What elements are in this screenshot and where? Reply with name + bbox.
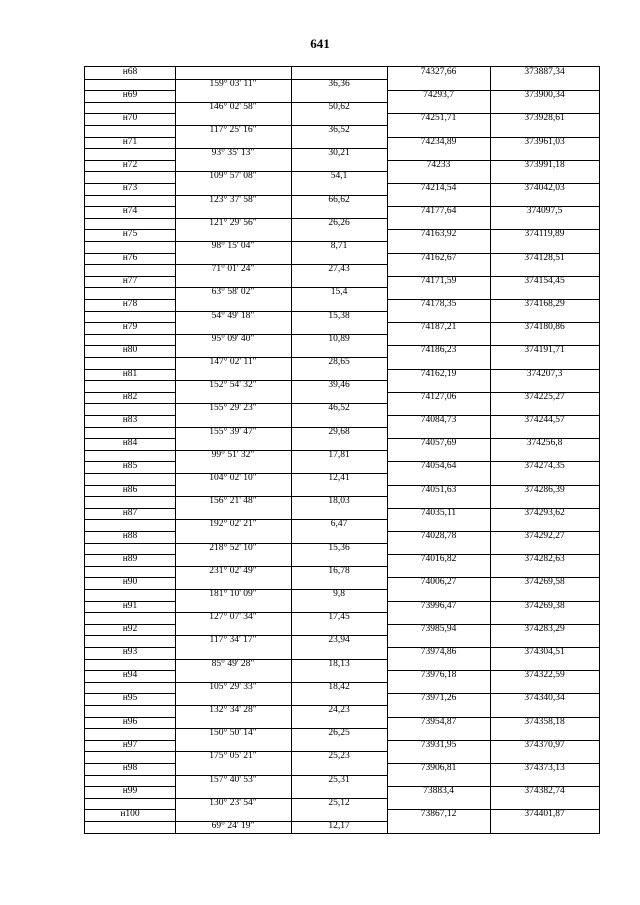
x-coordinate: 74177,64 (420, 206, 457, 217)
row-divider (85, 403, 387, 404)
x-coordinate: 74327,66 (420, 67, 457, 77)
x-coordinate: 74051,63 (420, 484, 457, 495)
y-coordinate: 374207,3 (526, 368, 563, 379)
segment-length: 54,1 (330, 171, 348, 182)
x-coordinate: 73971,26 (420, 693, 457, 704)
segment-length: 46,52 (328, 403, 350, 414)
segment-length: 12,17 (328, 821, 350, 831)
row-divider (85, 496, 387, 497)
x-coordinate: 74035,11 (420, 507, 457, 518)
direction-angle: 63° 58' 02" (211, 287, 255, 298)
row-divider (85, 125, 387, 126)
segment-length: 25,31 (328, 774, 350, 785)
x-coordinate: 74016,82 (420, 554, 457, 565)
direction-angle: 69° 24' 19" (211, 821, 255, 831)
y-coordinate: 373991,18 (524, 159, 565, 170)
row-divider (85, 589, 387, 590)
row-divider (85, 102, 387, 103)
direction-angle: 157° 40' 53" (209, 774, 257, 785)
point-id: н92 (122, 623, 138, 634)
direction-angle: 99° 51' 32" (211, 449, 255, 460)
y-coordinate: 373961,03 (524, 136, 565, 147)
row-divider (85, 728, 387, 729)
point-id: н72 (122, 159, 138, 170)
row-divider (85, 566, 387, 567)
row-divider (85, 775, 387, 776)
x-coordinate: 73906,81 (420, 763, 457, 773)
direction-angle: 117° 34' 17" (209, 635, 257, 646)
segment-length: 15,36 (328, 542, 350, 553)
direction-angle: 175° 05' 21" (209, 751, 257, 762)
y-coordinate: 374154,45 (524, 275, 565, 286)
point-id: н96 (122, 716, 138, 727)
point-id: н100 (120, 809, 140, 820)
direction-angle: 147° 02' 11" (209, 357, 257, 367)
segment-length: 9,8 (333, 589, 345, 599)
row-divider (85, 705, 387, 706)
y-coordinate: 374322,59 (524, 670, 565, 681)
x-coordinate: 73867,12 (420, 809, 457, 820)
point-id: н89 (122, 554, 138, 565)
row-divider (85, 519, 387, 520)
point-id: н76 (122, 252, 138, 263)
x-coordinate: 73976,18 (420, 670, 457, 681)
point-id: н68 (122, 67, 138, 77)
row-divider (85, 798, 387, 799)
segment-length: 15,38 (328, 310, 350, 321)
y-coordinate: 374293,62 (524, 507, 565, 518)
direction-angle: 85° 49' 28" (211, 658, 255, 669)
point-id: н87 (122, 507, 138, 518)
point-id: н88 (122, 531, 138, 541)
y-coordinate: 374269,38 (524, 600, 565, 611)
direction-angle: 159° 03' 11" (209, 78, 257, 89)
direction-angle: 132° 34' 28" (209, 705, 257, 715)
y-coordinate: 374225,27 (524, 391, 565, 402)
point-id: н90 (122, 577, 138, 588)
direction-angle: 130° 23' 54" (209, 797, 257, 808)
point-id: н70 (122, 113, 138, 124)
x-coordinate: 73954,87 (420, 716, 457, 727)
y-coordinate: 374097,5 (526, 206, 563, 217)
direction-angle: 155° 29' 23" (209, 403, 257, 414)
row-divider (85, 659, 387, 660)
x-coordinate: 73985,94 (420, 623, 457, 634)
x-coordinate: 74293,7 (423, 90, 454, 101)
y-coordinate: 374042,03 (524, 183, 565, 193)
y-coordinate: 373887,34 (524, 67, 565, 77)
segment-length: 24,23 (328, 705, 350, 715)
segment-length: 16,78 (328, 565, 350, 576)
point-id: н75 (122, 229, 138, 240)
x-coordinate: 74127,06 (420, 391, 457, 402)
x-coordinate: 73974,86 (420, 647, 457, 657)
x-coordinate: 74162,67 (420, 252, 457, 263)
direction-angle: 98° 15' 04" (211, 241, 255, 251)
x-coordinate: 74057,69 (420, 438, 457, 449)
segment-length: 12,41 (328, 473, 350, 483)
x-coordinate: 74084,73 (420, 415, 457, 425)
row-divider (85, 380, 387, 381)
y-coordinate: 374286,39 (524, 484, 565, 495)
y-coordinate: 374269,58 (524, 577, 565, 588)
direction-angle: 218° 52' 10" (209, 542, 257, 553)
segment-length: 23,94 (328, 635, 350, 646)
direction-angle: 231° 02' 49" (209, 565, 257, 576)
direction-angle: 104° 02' 10" (209, 473, 257, 483)
segment-length: 17,45 (328, 612, 350, 623)
row-divider (85, 543, 387, 544)
segment-length: 27,43 (328, 264, 350, 275)
point-id: н73 (122, 183, 138, 193)
direction-angle: 146° 02' 58" (209, 101, 257, 112)
point-id: н86 (122, 484, 138, 495)
row-divider (85, 334, 387, 335)
point-id: н93 (122, 647, 138, 657)
row-divider (85, 612, 387, 613)
point-id: н80 (122, 345, 138, 356)
y-coordinate: 374274,35 (524, 461, 565, 472)
segment-length: 30,21 (328, 148, 350, 159)
point-id: н98 (122, 763, 138, 773)
x-coordinate: 74251,71 (420, 113, 457, 124)
row-divider (85, 287, 387, 288)
y-coordinate: 374256,8 (526, 438, 563, 449)
x-coordinate: 73931,95 (420, 739, 457, 750)
point-id: н84 (122, 438, 138, 449)
point-id: н81 (122, 368, 138, 379)
segment-length: 18,03 (328, 496, 350, 507)
y-coordinate: 374370,97 (524, 739, 565, 750)
y-coordinate: 373928,61 (524, 113, 565, 124)
x-coordinate: 74054,64 (420, 461, 457, 472)
row-divider (85, 751, 387, 752)
direction-angle: 54° 49' 18" (211, 310, 255, 321)
row-divider (85, 682, 387, 683)
y-coordinate: 374168,29 (524, 299, 565, 309)
point-id: н95 (122, 693, 138, 704)
point-id: н83 (122, 415, 138, 425)
row-divider (85, 195, 387, 196)
y-coordinate: 374304,51 (524, 647, 565, 657)
y-coordinate: 374373,13 (524, 763, 565, 773)
x-coordinate: 73996,47 (420, 600, 457, 611)
x-coordinate: 74006,27 (420, 577, 457, 588)
page-number: 641 (310, 36, 330, 51)
row-divider (85, 241, 387, 242)
point-id: н82 (122, 391, 138, 402)
y-coordinate: 374283,29 (524, 623, 565, 634)
y-coordinate: 374401,87 (524, 809, 565, 820)
direction-angle: 181° 10' 09" (209, 589, 257, 599)
point-id: н91 (122, 600, 138, 611)
x-coordinate: 74178,35 (420, 299, 457, 309)
y-coordinate: 374382,74 (524, 786, 565, 797)
y-coordinate: 374244,57 (524, 415, 565, 425)
point-id: н71 (122, 136, 138, 147)
point-id: н99 (122, 786, 138, 797)
direction-angle: 117° 25' 16" (209, 125, 257, 135)
y-coordinate: 374128,51 (524, 252, 565, 263)
point-id: н74 (122, 206, 138, 217)
direction-angle: 105° 29' 33" (209, 681, 257, 692)
segment-length: 10,89 (328, 333, 350, 344)
direction-angle: 152° 54' 32" (209, 380, 257, 391)
y-coordinate: 374340,34 (524, 693, 565, 704)
x-coordinate: 74171,59 (420, 275, 457, 286)
segment-length: 17,81 (328, 449, 350, 460)
direction-angle: 155° 39' 47" (209, 426, 257, 437)
row-divider (85, 148, 387, 149)
segment-length: 36,52 (328, 125, 350, 135)
direction-angle: 93° 35' 13" (211, 148, 255, 159)
segment-length: 39,46 (328, 380, 350, 391)
segment-length: 18,42 (328, 681, 350, 692)
x-coordinate: 74214,54 (420, 183, 457, 193)
row-divider (85, 821, 387, 822)
direction-angle: 156° 21' 48" (209, 496, 257, 507)
point-id: н85 (122, 461, 138, 472)
point-id: н78 (122, 299, 138, 309)
x-coordinate: 74028,78 (420, 531, 457, 541)
x-coordinate: 74162,19 (420, 368, 457, 379)
x-coordinate: 74234,89 (420, 136, 457, 147)
segment-length: 26,26 (328, 217, 350, 228)
x-coordinate: 73883,4 (423, 786, 454, 797)
x-coordinate: 74186,23 (420, 345, 457, 356)
direction-angle: 109° 57' 08" (209, 171, 257, 182)
row-divider (85, 264, 387, 265)
y-coordinate: 374358,18 (524, 716, 565, 727)
coordinates-table (84, 66, 600, 834)
row-divider (85, 427, 387, 428)
row-divider (85, 311, 387, 312)
segment-length: 26,25 (328, 728, 350, 739)
direction-angle: 121° 29' 56" (209, 217, 257, 228)
direction-angle: 71° 01' 24" (211, 264, 255, 275)
y-coordinate: 374282,63 (524, 554, 565, 565)
row-divider (85, 357, 387, 358)
row-divider (85, 450, 387, 451)
segment-length: 25,12 (328, 797, 350, 808)
direction-angle: 150° 50' 14" (209, 728, 257, 739)
y-coordinate: 374119,89 (524, 229, 565, 240)
point-id: н79 (122, 322, 138, 333)
point-id: н94 (122, 670, 138, 681)
row-divider (85, 218, 387, 219)
y-coordinate: 374191,71 (524, 345, 565, 356)
x-coordinate: 74163,92 (420, 229, 457, 240)
y-coordinate: 373900,34 (524, 90, 565, 101)
row-divider (85, 79, 387, 80)
point-id: н69 (122, 90, 138, 101)
row-divider (85, 635, 387, 636)
direction-angle: 127° 07' 34" (209, 612, 257, 623)
segment-length: 28,65 (328, 357, 350, 367)
point-id: н77 (122, 275, 138, 286)
direction-angle: 95° 09' 40" (211, 333, 255, 344)
point-id: н97 (122, 739, 138, 750)
row-divider (85, 473, 387, 474)
segment-length: 50,62 (328, 101, 350, 112)
segment-length: 29,68 (328, 426, 350, 437)
direction-angle: 192° 02' 21" (209, 519, 257, 530)
direction-angle: 123° 37' 58" (209, 194, 257, 205)
segment-length: 36,36 (328, 78, 350, 89)
segment-length: 66,62 (328, 194, 350, 205)
segment-length: 25,23 (328, 751, 350, 762)
row-divider (85, 171, 387, 172)
x-coordinate: 74233 (426, 159, 451, 170)
segment-length: 8,71 (330, 241, 348, 251)
y-coordinate: 374292,27 (524, 531, 565, 541)
y-coordinate: 374180,86 (524, 322, 565, 333)
segment-length: 15,4 (330, 287, 348, 298)
x-coordinate: 74187,21 (420, 322, 457, 333)
segment-length: 6,47 (330, 519, 348, 530)
segment-length: 18,13 (328, 658, 350, 669)
